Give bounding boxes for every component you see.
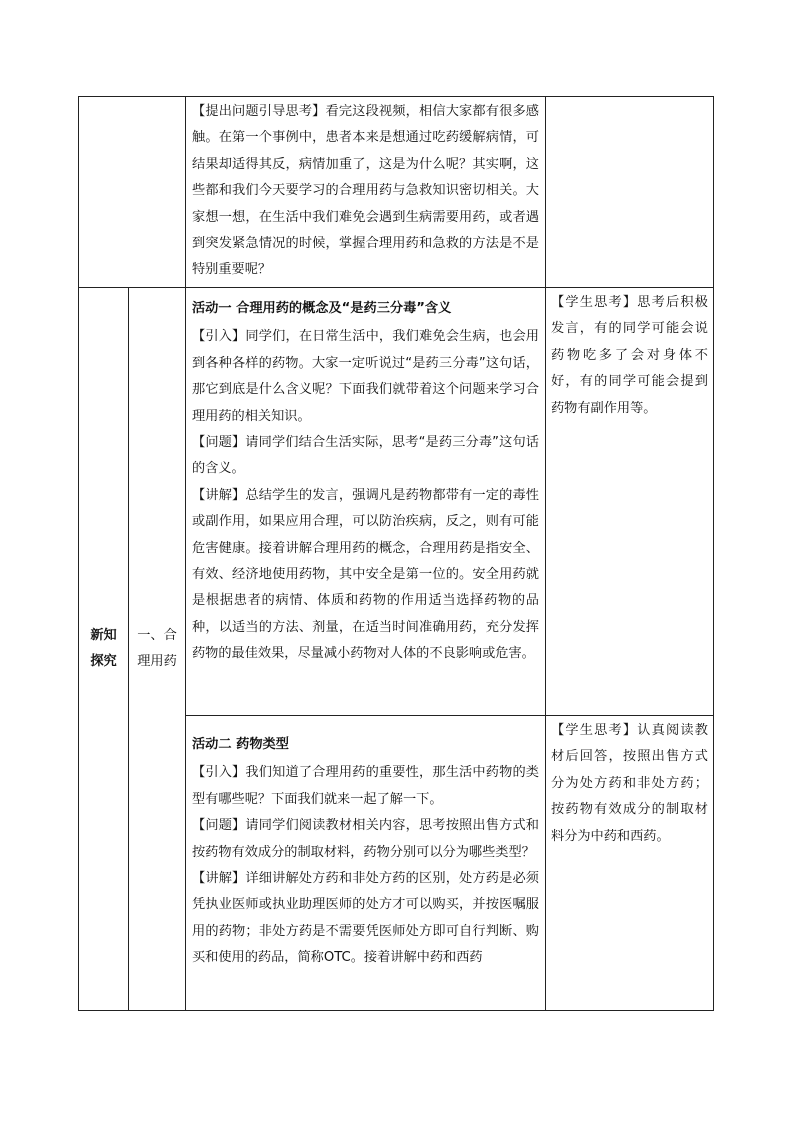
section-label-line1: 一、合 (137, 628, 177, 643)
activity-2-explain: 【讲解】详细讲解处方药和非处方药的区别，处方药是必须凭执业医师或执业助理医师的处方才可以购买，并按医嘱服用的药物；非处方药是不需要凭医师处方即可自行判断、购买和使用的药品，简称OTC。接着讲解中药和西药 (192, 871, 539, 966)
intro-stage-cell (79, 97, 186, 288)
activity-2-student-cell (546, 716, 714, 1011)
activity-1-intro: 【引入】同学们，在日常生活中，我们难免会生病，也会用到各种各样的药物。大家一定听说过“是药三分毒”这句话，那它到底是什么含义呢？下面我们就带着这个问题来学习合理用药的相关知识。 (192, 329, 539, 424)
activity-1-title: 活动一 合理用药的概念及“是药三分毒”含义 (192, 301, 452, 316)
intro-guiding-question: 【提出问题引导思考】看完这段视频，相信大家都有很多感触。在第一个事例中，患者本来是想通过吃药缓解病情，可结果却适得其反，病情加重了，这是为什么呢？其实啊，这些都和我们今天要学习的合理用药与急救知识密切相关。大家想一想，在生活中我们难免会遇到生病需要用药，或者遇到突发紧急情况的时候，掌握合理用药和急救的方法是不是特别重要呢？ (192, 104, 539, 278)
activity-1-explain: 【讲解】总结学生的发言，强调凡是药物都带有一定的毒性或副作用，如果应用合理，可以防治疾病，反之，则有可能危害健康。接着讲解合理用药的概念，合理用药是指安全、有效、经济地使用药物，其中安全是第一位的。安全用药就是根据患者的病情、体质和药物的作用适当选择药物的品种，以适当的方法、剂量，在适当时间准确用药，充分发挥药物的最佳效果，尽量减小药物对人体的不良影响或危害。 (192, 487, 539, 662)
stage-cell (79, 288, 129, 1011)
activity-2-intro: 【引入】我们知道了合理用药的重要性，那生活中药物的类型有哪些呢？下面我们就来一起了解一下。 (192, 765, 539, 807)
activity-2-question: 【问题】请同学们阅读教材相关内容，思考按照出售方式和按药物有效成分的制取材料，药物分别可以分为哪些类型？ (192, 818, 539, 860)
stage-label-line2: 探究 (90, 654, 117, 669)
activity-2-student-text: 【学生思考】认真阅读教材后回答，按照出售方式分为处方药和非处方药；按药物有效成分的制取材料分为中药和西药。 (551, 723, 708, 844)
intro-student-cell (546, 97, 714, 288)
activity-1-question: 【问题】请同学们结合生活实际，思考“是药三分毒”这句话的含义。 (192, 435, 539, 477)
section-cell (129, 288, 186, 1011)
stage-label-line1: 新知 (90, 628, 117, 643)
table-row-intro (79, 97, 714, 288)
activity-2-content-cell (186, 716, 546, 1011)
activity-2-title: 活动二 药物类型 (192, 737, 289, 752)
activity-1-student-text: 【学生思考】思考后积极发言，有的同学可能会说药物吃多了会对身体不好，有的同学可能会提到药物有副作用等。 (551, 295, 708, 416)
intro-content-cell (186, 97, 546, 288)
activity-1-content-cell (186, 288, 546, 716)
table-row-activity-1 (79, 288, 714, 716)
activity-1-student-cell (546, 288, 714, 716)
section-label-line2: 理用药 (137, 654, 177, 669)
lesson-plan-table (78, 96, 714, 1011)
